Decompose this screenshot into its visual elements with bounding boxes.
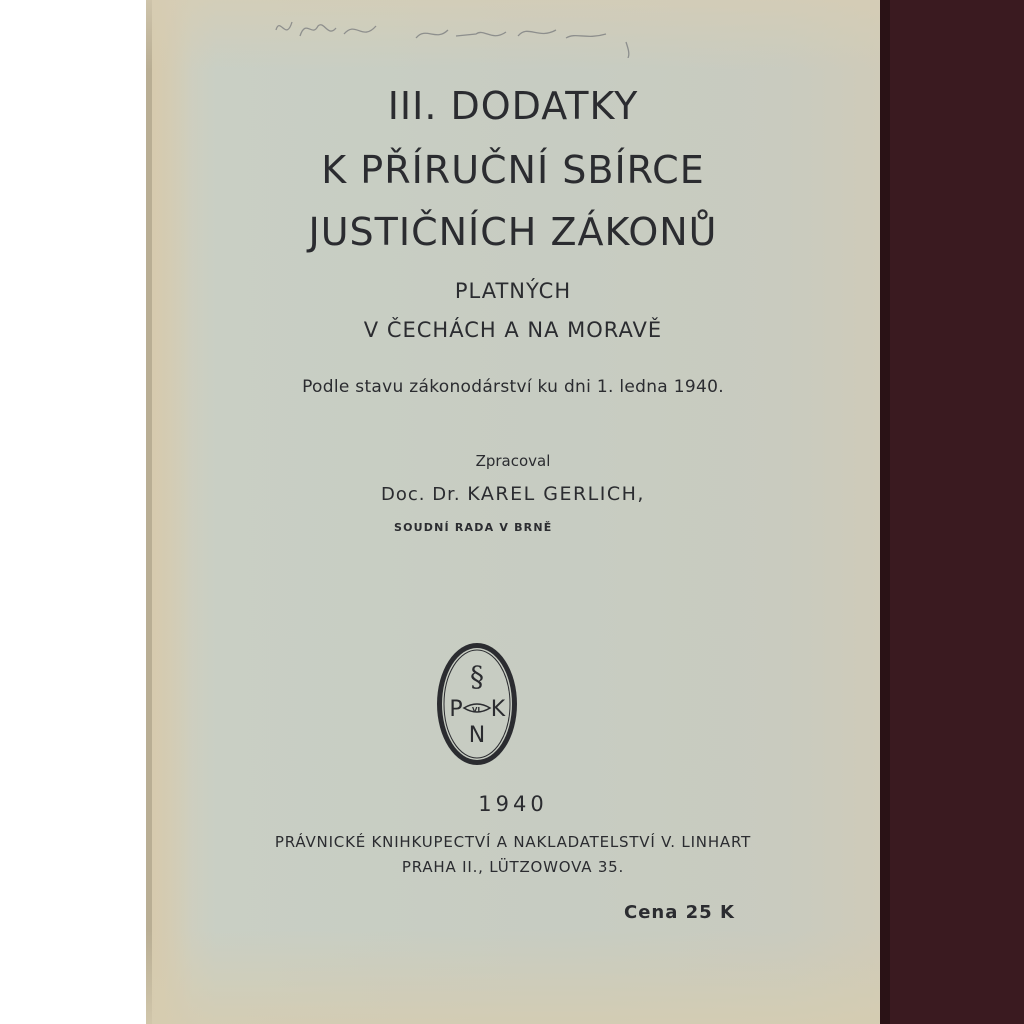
subtitle-line-2: V ČECHÁCH A NA MORAVĚ <box>363 318 663 342</box>
logo-letter-p: P <box>449 697 463 722</box>
logo-letter-k: K <box>490 697 506 722</box>
compiled-by-label: Zpracoval <box>475 452 551 470</box>
logo-letters-vl: VL <box>472 706 482 714</box>
title-line-2: K PŘÍRUČNÍ SBÍRCE <box>321 148 705 192</box>
publisher-address: PRAHA II., LÜTZOWOVA 35. <box>401 858 625 876</box>
title-line-3: JUSTIČNÍCH ZÁKONŮ <box>308 210 718 254</box>
logo-section-symbol: § <box>470 660 484 693</box>
publication-year: 1940 <box>478 792 548 816</box>
pencil-scribble-icon <box>266 8 646 58</box>
background-left <box>0 0 146 1024</box>
publisher-name: PRÁVNICKÉ KNIHKUPECTVÍ A NAKLADATELSTVÍ V. LINHART <box>274 833 752 851</box>
author-line <box>146 483 880 505</box>
author-role: SOUDNÍ RADA V BRNĚ <box>394 521 553 534</box>
author-name: KAREL GERLICH, <box>467 483 645 505</box>
author-prefix: Doc. Dr. <box>381 484 461 505</box>
background-right <box>880 0 1024 1024</box>
logo-letter-n: N <box>468 723 486 748</box>
subtitle-line-1: PLATNÝCH <box>454 279 572 303</box>
legal-state-note: Podle stavu zákonodárství ku dni 1. ledna 1940. <box>302 377 724 397</box>
book-cover <box>146 0 880 1024</box>
publisher-logo-icon <box>436 642 518 766</box>
title-line-1: III. DODATKY <box>387 84 639 128</box>
price-label: Cena 25 K <box>624 902 735 923</box>
